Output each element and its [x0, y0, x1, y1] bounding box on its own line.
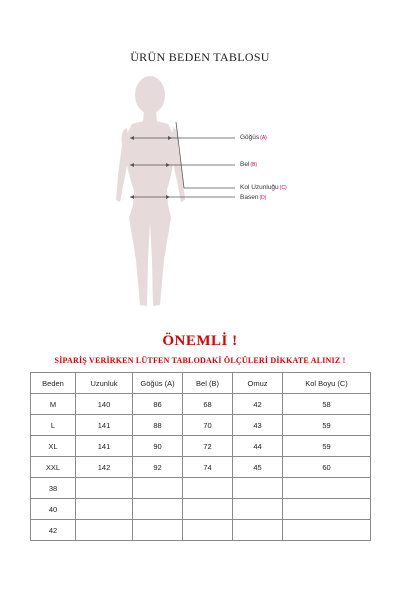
table-cell — [283, 520, 371, 541]
table-cell: 140 — [76, 394, 133, 415]
measure-label-waist: Bel(B) — [240, 161, 258, 168]
table-row — [31, 499, 371, 520]
table-row — [31, 394, 371, 415]
table-cell: XL — [31, 436, 76, 457]
table-row — [31, 520, 371, 541]
table-cell — [183, 478, 233, 499]
table-cell — [233, 499, 283, 520]
header-chest: Göğüs (A) — [133, 373, 183, 394]
header-sleeve: Kol Boyu (C) — [283, 373, 371, 394]
table-cell: 142 — [76, 457, 133, 478]
table-cell: 59 — [283, 436, 371, 457]
table-cell — [133, 478, 183, 499]
header-size: Beden — [31, 373, 76, 394]
table-row — [31, 457, 371, 478]
page-title: ÜRÜN BEDEN TABLOSU — [130, 50, 270, 64]
table-cell: 90 — [133, 436, 183, 457]
table-cell: 68 — [183, 394, 233, 415]
table-cell: 72 — [183, 436, 233, 457]
table-row — [31, 415, 371, 436]
measure-label-hip: Basen(D) — [240, 194, 267, 201]
table-cell — [233, 520, 283, 541]
measure-label-chest: Göğüs(A) — [240, 134, 267, 141]
table-cell — [76, 499, 133, 520]
table-cell: 42 — [31, 520, 76, 541]
table-row — [31, 478, 371, 499]
table-cell: 43 — [233, 415, 283, 436]
table-cell: 58 — [283, 394, 371, 415]
table-cell: 141 — [76, 415, 133, 436]
table-cell: 59 — [283, 415, 371, 436]
table-cell — [76, 478, 133, 499]
table-cell: 92 — [133, 457, 183, 478]
size-table — [30, 372, 371, 541]
body-silhouette — [110, 70, 310, 320]
table-cell: XXL — [31, 457, 76, 478]
header-shoulder: Omuz — [233, 373, 283, 394]
header-length: Uzunluk — [76, 373, 133, 394]
table-cell: M — [31, 394, 76, 415]
table-cell: 60 — [283, 457, 371, 478]
table-cell — [133, 499, 183, 520]
table-cell: 42 — [233, 394, 283, 415]
table-cell: 141 — [76, 436, 133, 457]
table-cell — [283, 478, 371, 499]
measure-label-arm-length: Kol Uzunluğu(C) — [240, 184, 287, 191]
table-row — [31, 436, 371, 457]
body-diagram — [110, 70, 310, 320]
header-waist: Bel (B) — [183, 373, 233, 394]
table-cell: 45 — [233, 457, 283, 478]
important-heading: ÖNEMLİ ! — [162, 333, 238, 349]
table-cell: 86 — [133, 394, 183, 415]
table-cell: 40 — [31, 499, 76, 520]
table-cell: L — [31, 415, 76, 436]
table-cell: 44 — [233, 436, 283, 457]
table-cell: 88 — [133, 415, 183, 436]
table-cell: 70 — [183, 415, 233, 436]
table-header-row — [31, 373, 371, 394]
table-cell: 74 — [183, 457, 233, 478]
table-cell — [183, 520, 233, 541]
notice-text: SİPARİŞ VERİRKEN LÜTFEN TABLODAKİ ÖLÇÜLERİ DİKKATE ALINIZ ! — [54, 356, 346, 365]
table-cell — [283, 499, 371, 520]
table-cell — [76, 520, 133, 541]
table-cell — [233, 478, 283, 499]
table-cell: 38 — [31, 478, 76, 499]
table-cell — [183, 499, 233, 520]
table-cell — [133, 520, 183, 541]
